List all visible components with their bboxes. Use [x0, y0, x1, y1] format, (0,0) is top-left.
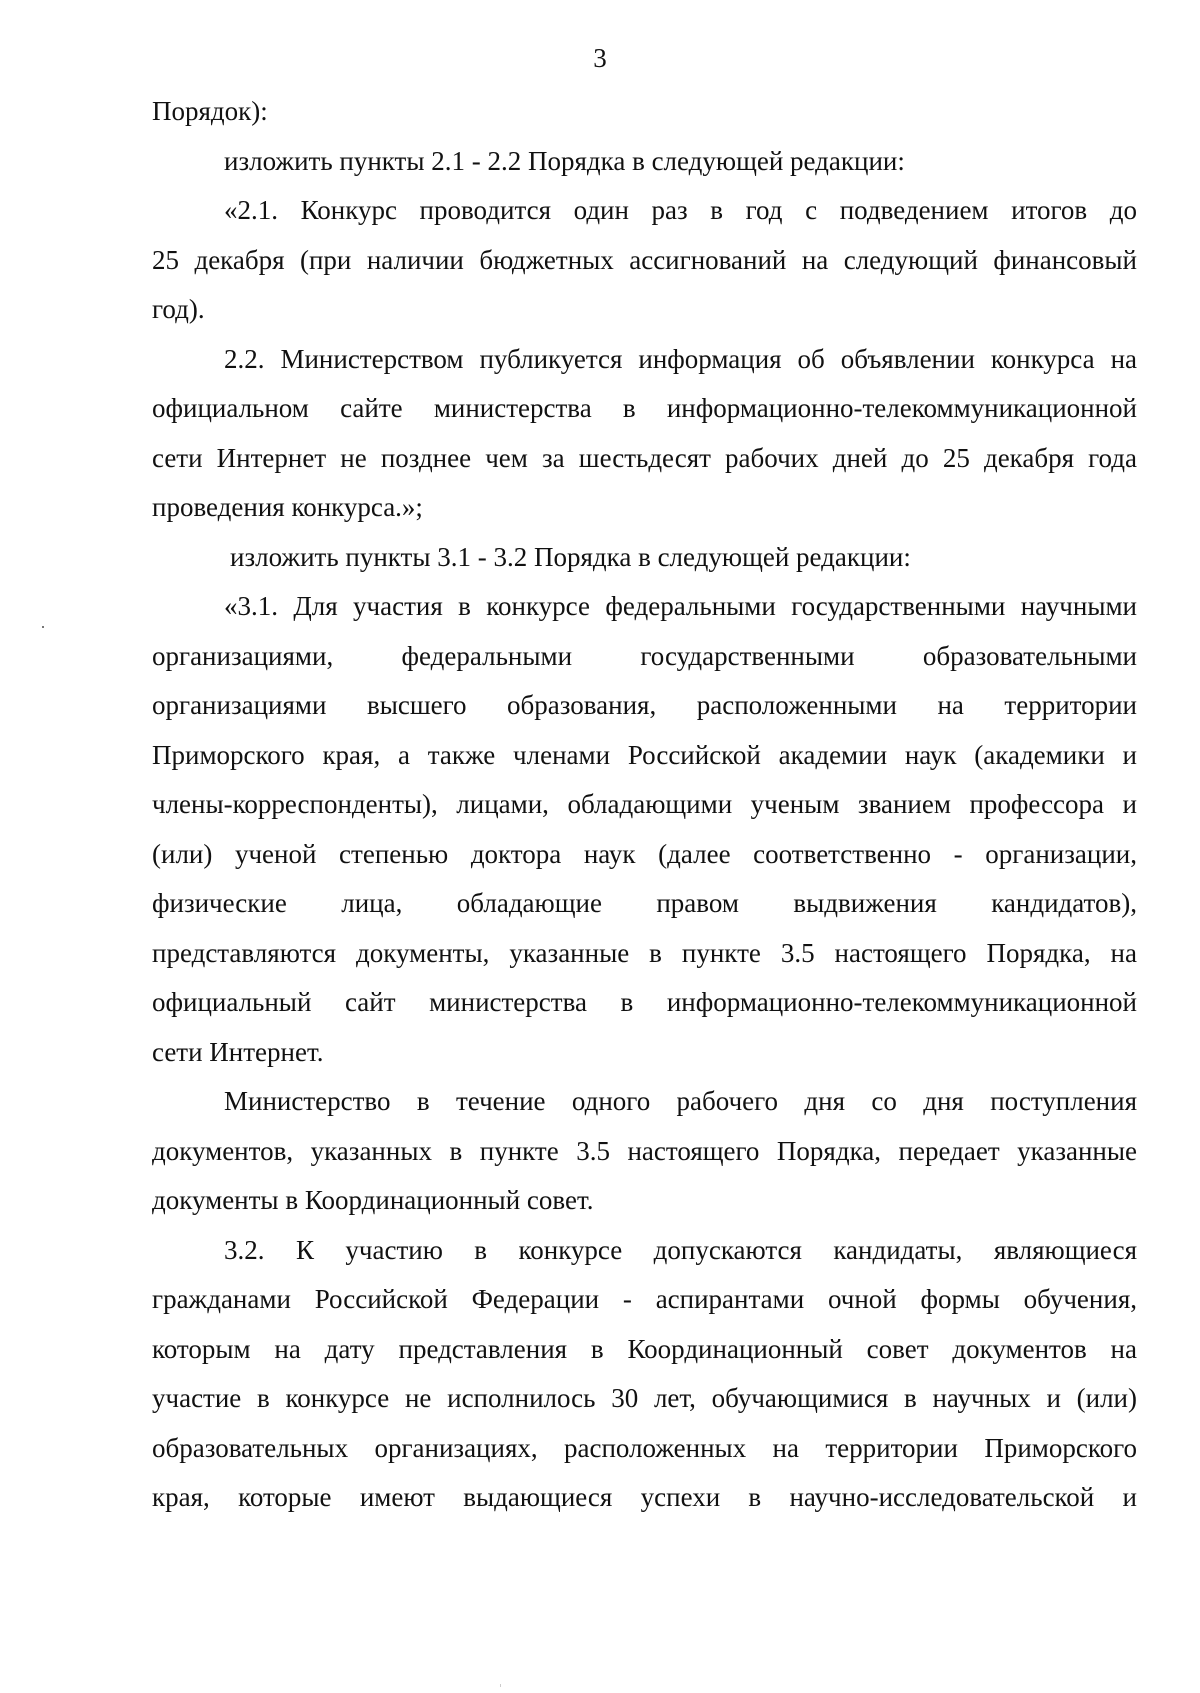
text-line: участие в конкурсе не исполнилось 30 лет, обучающимися в научных и (или) — [152, 1383, 1137, 1413]
scan-speck — [500, 1684, 501, 1687]
text-line: Порядок): — [152, 96, 268, 126]
text-line: сети Интернет. — [152, 1037, 324, 1067]
text-line: 3.2. К участию в конкурсе допускаются кандидаты, являющиеся — [224, 1235, 1137, 1265]
text-line: официальный сайт министерства в информационно-телекоммуникационной — [152, 987, 1137, 1017]
text-line: представляются документы, указанные в пункте 3.5 настоящего Порядка, на — [152, 938, 1137, 968]
text-line: образовательных организациях, расположенных на территории Приморского — [152, 1433, 1137, 1463]
text-line: «2.1. Конкурс проводится один раз в год с подведением итогов до — [224, 195, 1137, 225]
text-line: документов, указанных в пункте 3.5 настоящего Порядка, передает указанные — [152, 1136, 1137, 1166]
text-line: края, которые имеют выдающиеся успехи в научно-исследовательской и — [152, 1482, 1137, 1512]
text-line: гражданами Российской Федерации - аспирантами очной формы обучения, — [152, 1284, 1137, 1314]
text-line: которым на дату представления в Координационный совет документов на — [152, 1334, 1137, 1364]
text-line: (или) ученой степенью доктора наук (далее соответственно - организации, — [152, 839, 1137, 869]
text-line: официальном сайте министерства в информационно-телекоммуникационной — [152, 393, 1137, 423]
text-line: 25 декабря (при наличии бюджетных ассигнований на следующий финансовый — [152, 245, 1137, 275]
text-line: 2.2. Министерством публикуется информация об объявлении конкурса на — [224, 344, 1137, 374]
text-line: организациями высшего образования, расположенными на территории — [152, 690, 1137, 720]
text-line: изложить пункты 2.1 - 2.2 Порядка в следующей редакции: — [224, 146, 905, 176]
scan-speck — [42, 626, 44, 628]
text-line: Приморского края, а также членами Российской академии наук (академики и — [152, 740, 1137, 770]
text-line: организациями, федеральными государственными образовательными — [152, 641, 1137, 671]
text-line: физические лица, обладающие правом выдвижения кандидатов), — [152, 888, 1137, 918]
text-line: Министерство в течение одного рабочего дня со дня поступления — [224, 1086, 1137, 1116]
text-line: «3.1. Для участия в конкурсе федеральными государственными научными — [224, 591, 1137, 621]
text-line: изложить пункты 3.1 - 3.2 Порядка в следующей редакции: — [230, 542, 911, 572]
text-line: документы в Координационный совет. — [152, 1185, 594, 1215]
text-line: год). — [152, 294, 205, 324]
page-number: 3 — [593, 43, 607, 73]
text-line: проведения конкурса.»; — [152, 492, 423, 522]
text-line: сети Интернет не позднее чем за шестьдесят рабочих дней до 25 декабря года — [152, 443, 1137, 473]
text-line: члены-корреспонденты), лицами, обладающими ученым званием профессора и — [152, 789, 1137, 819]
